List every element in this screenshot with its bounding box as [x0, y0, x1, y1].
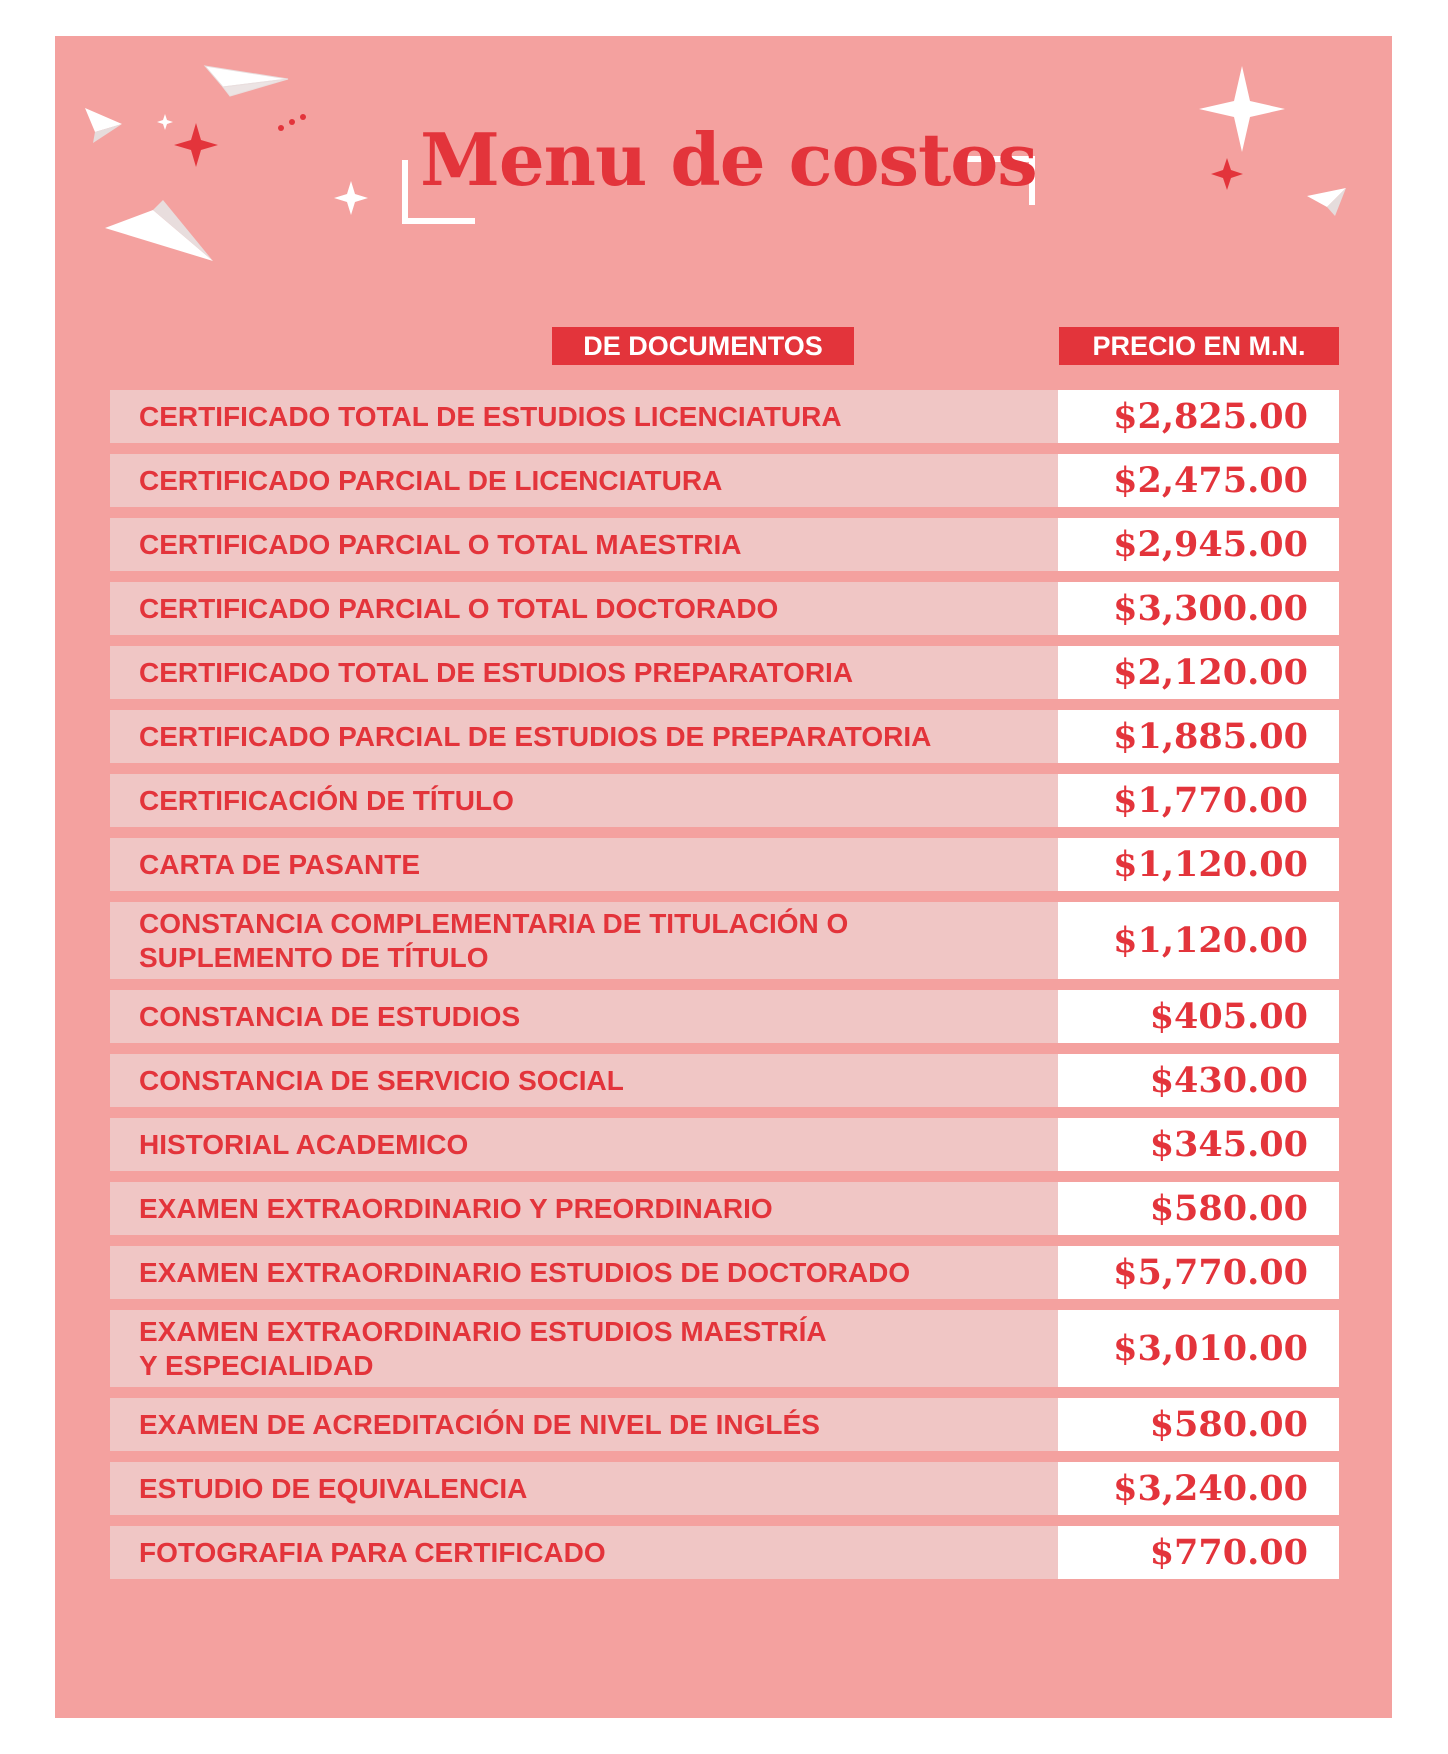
table-row: [110, 1182, 1339, 1235]
document-name: [110, 1310, 1058, 1387]
document-price: $770.00: [1058, 1526, 1339, 1579]
table-row: [110, 1526, 1339, 1579]
table-row: [110, 774, 1339, 827]
document-name: [110, 1398, 1058, 1451]
page-title: Menu de costos: [420, 117, 1037, 202]
table-row: [110, 1398, 1339, 1451]
document-name-line: Y ESPECIALIDAD: [139, 1349, 374, 1381]
table-row: [110, 454, 1339, 507]
document-price: $1,120.00: [1058, 838, 1339, 891]
table-row: [110, 1246, 1339, 1299]
document-name: [110, 710, 1058, 763]
document-price: $345.00: [1058, 1118, 1339, 1171]
document-price: $1,120.00: [1058, 902, 1339, 979]
document-name: [110, 1246, 1058, 1299]
document-name: [110, 1182, 1058, 1235]
document-name-line: CERTIFICADO PARCIAL O TOTAL DOCTORADO: [139, 592, 779, 624]
document-name-line: CERTIFICACIÓN DE TÍTULO: [139, 784, 514, 816]
document-name-line: CONSTANCIA COMPLEMENTARIA DE TITULACIÓN O: [139, 907, 849, 939]
documents-column-header: DE DOCUMENTOS: [552, 327, 854, 365]
paper-plane-icon: [105, 200, 213, 261]
document-name-line: CARTA DE PASANTE: [139, 848, 421, 880]
document-price: $2,120.00: [1058, 646, 1339, 699]
document-name-line: SUPLEMENTO DE TÍTULO: [139, 941, 489, 973]
document-price: $5,770.00: [1058, 1246, 1339, 1299]
document-name: [110, 1462, 1058, 1515]
price-column-header: PRECIO EN M.N.: [1059, 327, 1339, 365]
table-row: [110, 1310, 1339, 1387]
document-price: $1,770.00: [1058, 774, 1339, 827]
document-name-line: EXAMEN EXTRAORDINARIO ESTUDIOS DE DOCTORADO: [139, 1256, 911, 1288]
table-row: [110, 1054, 1339, 1107]
document-name-line: FOTOGRAFIA PARA CERTIFICADO: [139, 1536, 606, 1568]
document-name-line: HISTORIAL ACADEMICO: [139, 1128, 469, 1160]
document-price: $2,475.00: [1058, 454, 1339, 507]
document-price: $1,885.00: [1058, 710, 1339, 763]
document-name-line: EXAMEN EXTRAORDINARIO ESTUDIOS MAESTRÍA: [139, 1315, 827, 1347]
document-name: [110, 1526, 1058, 1579]
document-name-line: ESTUDIO DE EQUIVALENCIA: [139, 1472, 528, 1504]
table-row: [110, 646, 1339, 699]
document-name-line: CERTIFICADO PARCIAL DE LICENCIATURA: [139, 464, 723, 496]
document-name-line: CERTIFICADO TOTAL DE ESTUDIOS LICENCIATURA: [139, 400, 842, 432]
table-row: [110, 1118, 1339, 1171]
document-name: [110, 390, 1058, 443]
document-name-line: EXAMEN DE ACREDITACIÓN DE NIVEL DE INGLÉS: [139, 1408, 820, 1440]
document-name: [110, 646, 1058, 699]
document-price: $405.00: [1058, 990, 1339, 1043]
table-row: [110, 990, 1339, 1043]
paper-plane-icon: [205, 66, 288, 96]
table-row: [110, 902, 1339, 979]
document-price: $580.00: [1058, 1182, 1339, 1235]
document-name-line: EXAMEN EXTRAORDINARIO Y PREORDINARIO: [139, 1192, 773, 1224]
document-name: [110, 990, 1058, 1043]
document-name: [110, 1118, 1058, 1171]
table-row: [110, 1462, 1339, 1515]
document-name-line: CERTIFICADO PARCIAL DE ESTUDIOS DE PREPARATORIA: [139, 720, 932, 752]
document-name-line: CONSTANCIA DE SERVICIO SOCIAL: [139, 1064, 624, 1096]
document-name: [110, 838, 1058, 891]
price-table: [110, 390, 1339, 1590]
document-name: [110, 774, 1058, 827]
document-name-line: CONSTANCIA DE ESTUDIOS: [139, 1000, 521, 1032]
table-row: [110, 390, 1339, 443]
document-name: [110, 1054, 1058, 1107]
price-list-panel: [55, 36, 1392, 1718]
document-name-line: CERTIFICADO PARCIAL O TOTAL MAESTRIA: [139, 528, 742, 560]
document-name: [110, 902, 1058, 979]
document-price: $2,825.00: [1058, 390, 1339, 443]
table-row: [110, 518, 1339, 571]
table-row: [110, 838, 1339, 891]
document-name: [110, 518, 1058, 571]
document-name: [110, 454, 1058, 507]
document-price: $3,010.00: [1058, 1310, 1339, 1387]
document-price: $430.00: [1058, 1054, 1339, 1107]
document-price: $2,945.00: [1058, 518, 1339, 571]
table-row: [110, 582, 1339, 635]
document-price: $3,240.00: [1058, 1462, 1339, 1515]
document-name-line: CERTIFICADO TOTAL DE ESTUDIOS PREPARATORIA: [139, 656, 854, 688]
document-price: $580.00: [1058, 1398, 1339, 1451]
document-price: $3,300.00: [1058, 582, 1339, 635]
document-name: [110, 582, 1058, 635]
table-row: [110, 710, 1339, 763]
